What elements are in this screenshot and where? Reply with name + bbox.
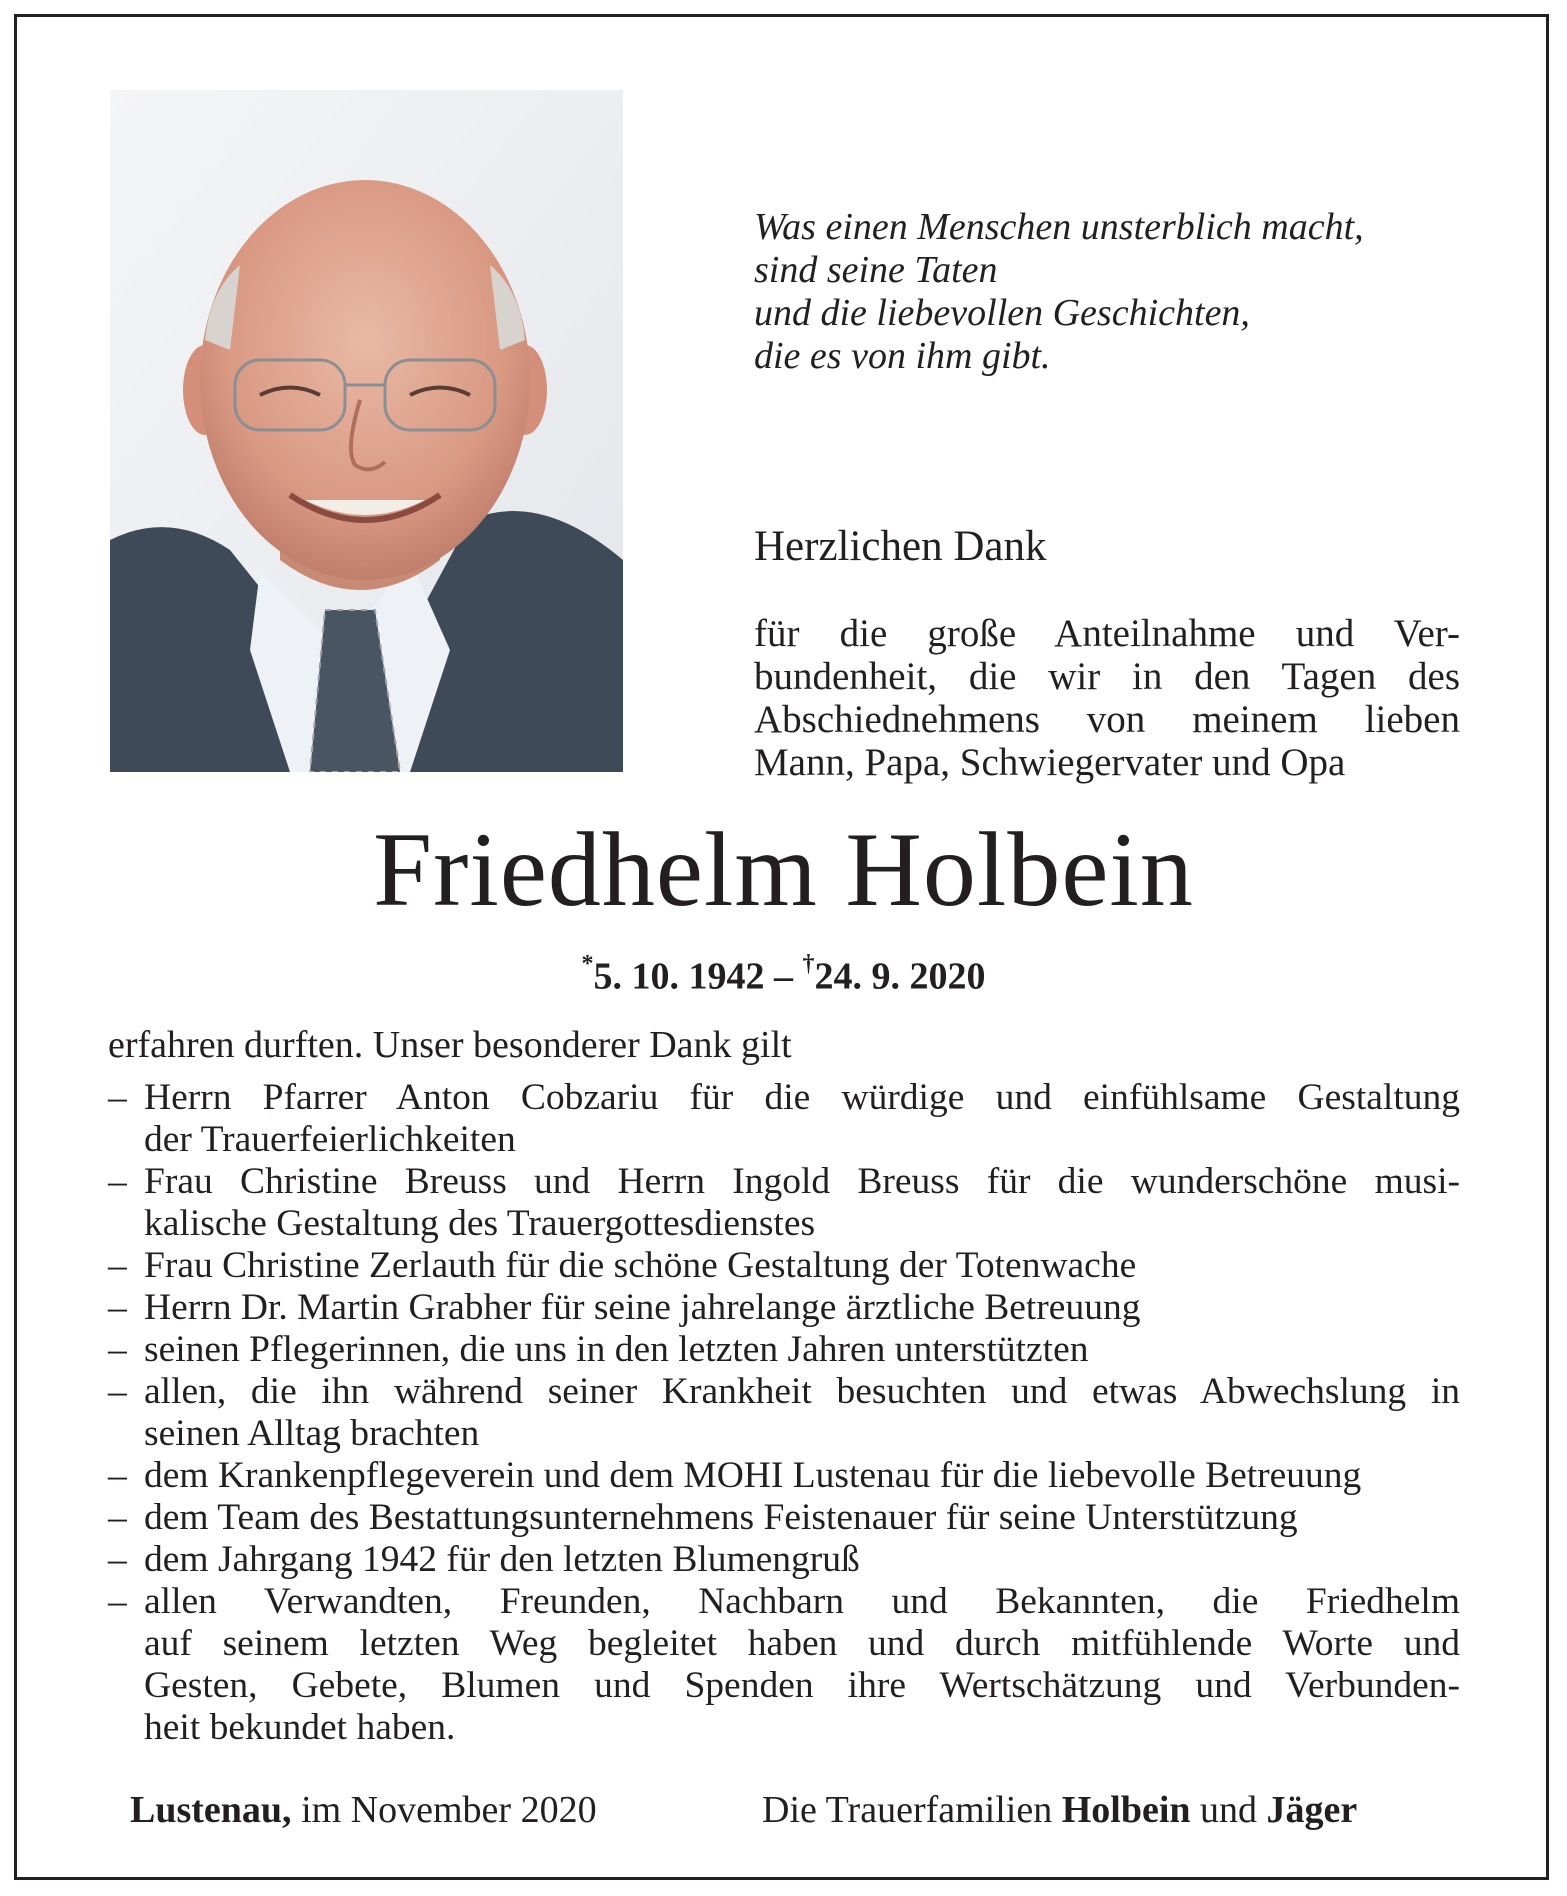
thanks-line: Mann, Papa, Schwiegervater und Opa	[754, 741, 1346, 784]
portrait-photo	[110, 90, 623, 772]
life-dates	[0, 946, 1567, 999]
list-item-line: dem Team des Bestattungsunternehmens Feistenauer für seine Unterstützung	[144, 1497, 1298, 1538]
thanks-list	[108, 1077, 1460, 1749]
list-dash: –	[108, 1245, 127, 1286]
quote-line: sind seine Taten	[754, 249, 998, 291]
list-item-line: seinen Alltag brachten	[144, 1413, 480, 1454]
family-name-jaeger: Jäger	[1266, 1789, 1358, 1831]
list-item	[108, 1245, 1460, 1287]
list-item	[108, 1539, 1460, 1581]
thanks-paragraph	[754, 612, 1460, 784]
list-item	[108, 1077, 1460, 1161]
death-mark: †	[802, 951, 815, 977]
portrait-icon	[110, 90, 623, 772]
place: Lustenau,	[130, 1789, 292, 1831]
place-date	[130, 1788, 597, 1832]
deceased-name: Friedhelm Holbein	[373, 811, 1194, 928]
intro-text: erfahren durften. Unser besonderer Dank gilt	[108, 1024, 792, 1066]
quote-line: die es von ihm gibt.	[754, 335, 1051, 377]
list-item-line: der Trauerfeierlichkeiten	[144, 1119, 516, 1160]
list-item	[108, 1161, 1460, 1245]
quote-line: Was einen Menschen unsterblich macht,	[754, 206, 1364, 248]
list-item-line: Frau Christine Zerlauth für die schöne Gestaltung der Totenwache	[144, 1245, 1137, 1286]
thanks-heading: Herzlichen Dank	[754, 523, 1047, 570]
list-item-line: allen Verwandten, Freunden, Nachbarn und Bekannten, die Friedhelm	[144, 1581, 1460, 1622]
date-separator: –	[764, 955, 803, 998]
list-item	[108, 1581, 1460, 1749]
list-item-line: kalische Gestaltung des Trauergottesdienstes	[144, 1203, 816, 1244]
list-dash: –	[108, 1455, 127, 1496]
family-connector: und	[1190, 1789, 1267, 1831]
family-signature	[762, 1788, 1357, 1832]
list-dash: –	[108, 1329, 127, 1370]
list-dash: –	[108, 1161, 127, 1202]
list-item	[108, 1371, 1460, 1455]
birth-date: 5. 10. 1942	[593, 955, 765, 998]
family-name-holbein: Holbein	[1061, 1789, 1191, 1831]
list-dash: –	[108, 1287, 127, 1328]
list-item-line: dem Jahrgang 1942 für den letzten Blumengruß	[144, 1539, 860, 1580]
list-item-line: Gesten, Gebete, Blumen und Spenden ihre Wertschätzung und Verbunden-	[144, 1665, 1460, 1706]
list-item-line: Herrn Pfarrer Anton Cobzariu für die würdige und einfühlsame Gestaltung	[144, 1077, 1460, 1118]
list-item-line: auf seinem letzten Weg begleitet haben und durch mitfühlende Worte und	[144, 1623, 1460, 1664]
list-dash: –	[108, 1371, 127, 1412]
list-item	[108, 1497, 1460, 1539]
death-date: 24. 9. 2020	[814, 955, 986, 998]
list-item-line: Frau Christine Breuss und Herrn Ingold Breuss für die wunderschöne musi-	[144, 1161, 1460, 1202]
list-item-line: Herrn Dr. Martin Grabher für seine jahrelange ärztliche Betreuung	[144, 1287, 1141, 1328]
list-dash: –	[108, 1539, 127, 1580]
list-item-line: dem Krankenpflegeverein und dem MOHI Lustenau für die liebevolle Betreuung	[144, 1455, 1362, 1496]
date-text: im November 2020	[291, 1789, 597, 1831]
list-item-line: heit bekundet haben.	[144, 1707, 456, 1748]
list-item-line: allen, die ihn während seiner Krankheit besuchten und etwas Abwechslung in	[144, 1371, 1460, 1412]
list-item-line: seinen Pflegerinnen, die uns in den letzten Jahren unterstützten	[144, 1329, 1089, 1370]
thanks-line: bundenheit, die wir in den Tagen des	[754, 655, 1460, 698]
birth-mark: *	[581, 951, 594, 977]
quote-line: und die liebevollen Geschichten,	[754, 292, 1250, 334]
list-item	[108, 1287, 1460, 1329]
list-dash: –	[108, 1077, 127, 1118]
list-item	[108, 1455, 1460, 1497]
memorial-quote	[754, 206, 1474, 378]
thanks-line: für die große Anteilnahme und Ver-	[754, 612, 1460, 655]
list-dash: –	[108, 1581, 127, 1622]
list-item	[108, 1329, 1460, 1371]
list-dash: –	[108, 1497, 127, 1538]
thanks-line: Abschiednehmens von meinem lieben	[754, 698, 1460, 741]
families-prefix: Die Trauerfamilien	[762, 1789, 1062, 1831]
